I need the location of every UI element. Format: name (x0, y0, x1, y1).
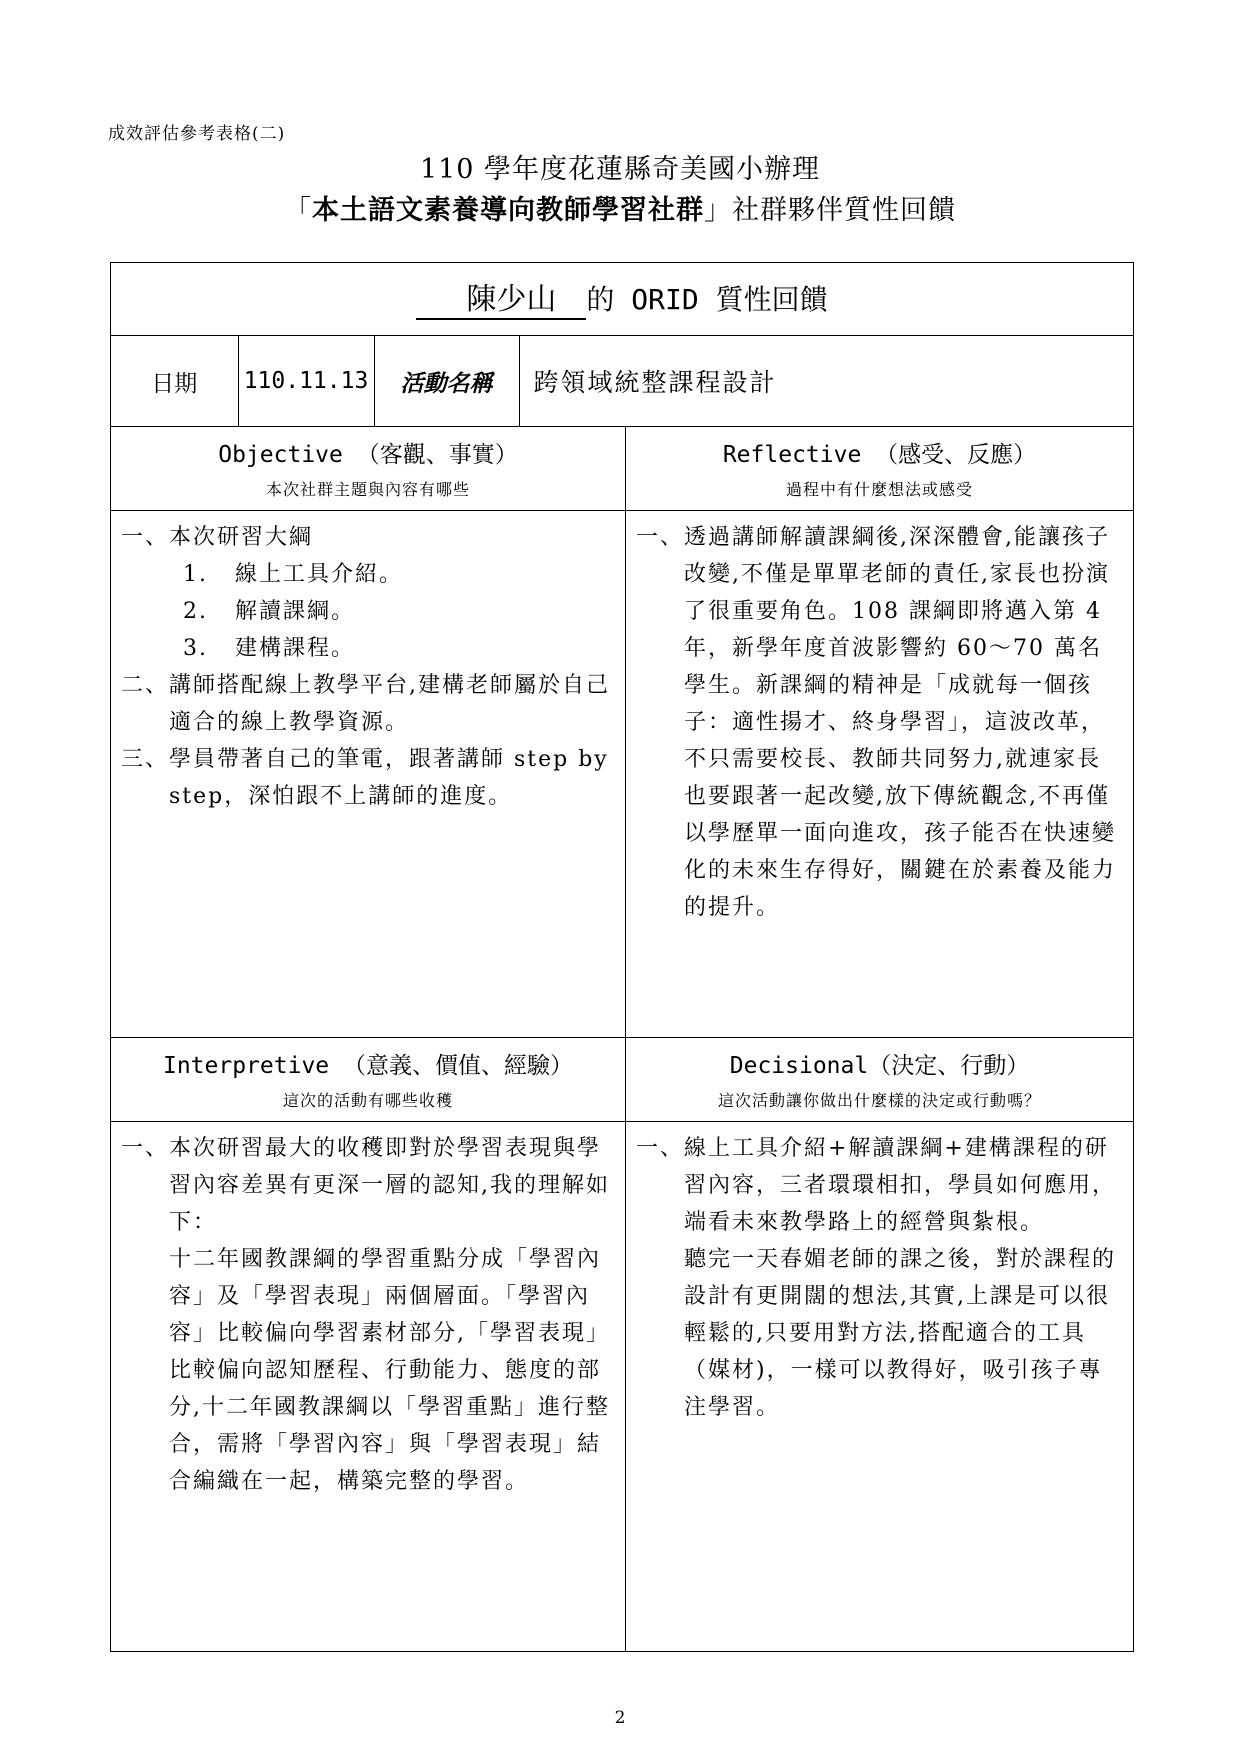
document-title-line2 (0, 188, 1240, 227)
document-title-line1: 110 學年度花蓮縣奇美國小辦理 (419, 154, 821, 185)
list-item: 2. 解讀課綱。 (183, 599, 356, 624)
title-open-bracket: 「 (284, 195, 312, 226)
decisional-subtitle: 這次活動讓你做出什麼樣的決定或行動嗎？ (717, 1091, 1041, 1110)
interpretive-header (111, 1038, 626, 1122)
date-value: 110.11.13 (238, 336, 374, 426)
objective-title: Objective （客觀、事實） (218, 442, 518, 468)
decisional-content (626, 1122, 1134, 1652)
reflective-header (626, 427, 1134, 511)
list-item: 3. 建構課程。 (183, 636, 356, 661)
objective-point-1: 一、本次研習大綱 (121, 525, 314, 550)
interpretive-paragraph: 十二年國教課綱的學習重點分成「學習內容」及「學習表現」兩個層面。「學習內容」比較偏向學習素材部分,「學習表現」比較偏向認知歷程、行動能力、態度的部分,十二年國教課綱以「學習重點」進行整合，需將「學習內容」與「學習表現」結合編織在一起，構築完整的學習。 (169, 1247, 610, 1494)
reflective-point-1: 一、透過講師解讀課綱後,深深體會,能讓孩子改變,不僅是單單老師的責任,家長也扮演了很重要角色。108 課綱即將邁入第 4 年，新學年度首波影響約 60～70 萬名學生。新課綱的精神是「成就每一個孩子：適性揚才、終身學習」，這波改革，不只需要校長、教師共同努力,就連家長也要跟著一起改變,放下傳統觀念,不再僅以學歷單一面向進攻，孩子能否在快速變化的未來生存得好，關鍵在於素養及能力的提升。 (636, 525, 1117, 920)
reflective-content (626, 511, 1134, 1038)
interpretive-subtitle: 這次的活動有哪些收穫 (282, 1091, 453, 1110)
participant-name: 陳少山 (416, 282, 586, 320)
form-label: 成效評估參考表格(二) (108, 124, 286, 144)
objective-point-2: 二、講師搭配線上教學平台,建構老師屬於自己適合的線上教學資源。 (121, 673, 610, 735)
title-suffix: 」社群夥伴質性回饋 (704, 195, 956, 226)
community-name: 本土語文素養導向教師學習社群 (312, 195, 704, 226)
reflective-subtitle: 過程中有什麼想法或感受 (785, 480, 973, 499)
orid-title: 的 ORID 質性回饋 (586, 283, 828, 316)
info-row (111, 336, 1134, 427)
objective-point-3: 三、學員帶著自己的筆電，跟著講師 step by step，深怕跟不上講師的進度。 (121, 747, 609, 809)
objective-subtitle: 本次社群主題與內容有哪些 (265, 480, 470, 499)
list-item: 1. 線上工具介紹。 (183, 562, 404, 587)
interpretive-content (111, 1122, 626, 1652)
page-number: 2 (614, 1708, 626, 1728)
interpretive-title: Interpretive （意義、價值、經驗） (162, 1053, 573, 1079)
decisional-paragraph: 聽完一天春媚老師的課之後，對於課程的設計有更開闊的想法,其實,上課是可以很輕鬆的,只要用對方法,搭配適合的工具（媒材)，一樣可以教得好，吸引孩子專注學習。 (684, 1247, 1117, 1420)
decisional-title: Decisional（決定、行動） (729, 1053, 1030, 1079)
decisional-header (626, 1038, 1134, 1122)
objective-content (111, 511, 626, 1038)
date-label: 日期 (111, 336, 238, 426)
objective-header (111, 427, 626, 511)
interpretive-point-1: 一、本次研習最大的收穫即對於學習表現與學習內容差異有更深一層的認知,我的理解如下： (121, 1136, 610, 1235)
name-row (111, 263, 1134, 336)
decisional-point-1: 一、線上工具介紹+解讀課綱+建構課程的研習內容，三者環環相扣，學員如何應用，端看未來教學路上的經營與紮根。 (636, 1136, 1117, 1235)
orid-feedback-table (110, 262, 1134, 1652)
reflective-title: Reflective （感受、反應） (722, 442, 1037, 468)
activity-value: 跨領域統整課程設計 (533, 368, 777, 397)
activity-label: 活動名稱 (374, 336, 519, 426)
